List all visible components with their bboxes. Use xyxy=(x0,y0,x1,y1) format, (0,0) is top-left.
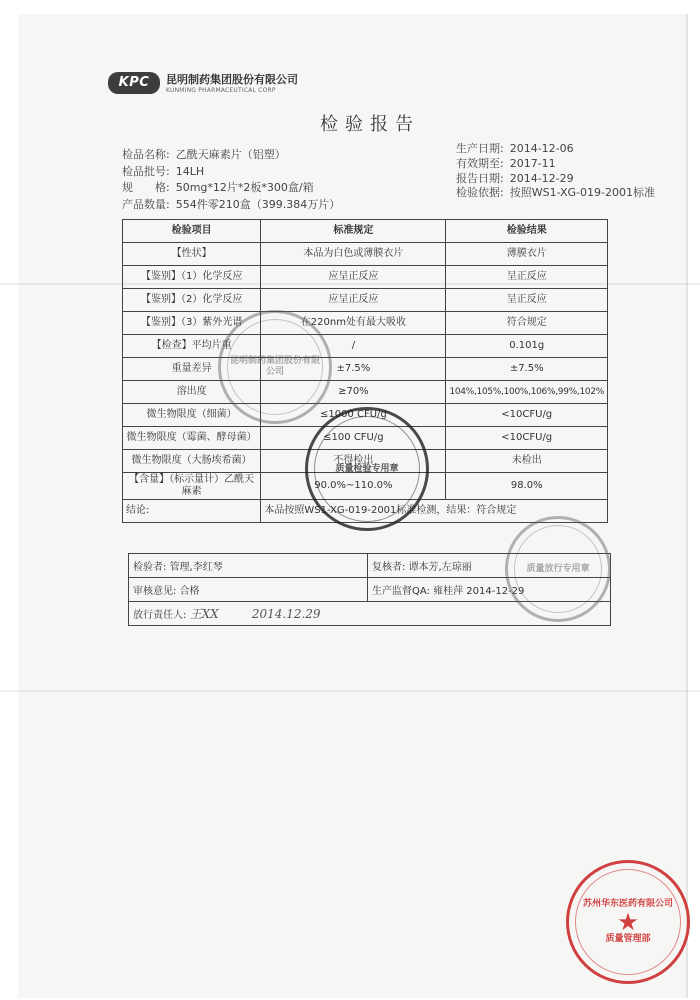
test-result: 未检出 xyxy=(446,450,608,473)
kpc-logo-icon: KPC xyxy=(108,72,160,94)
table-row xyxy=(123,243,608,266)
quantity-field: 产品数量: 554件零210盒（399.384万片） xyxy=(122,198,341,211)
test-result: 98.0% xyxy=(446,473,608,500)
test-standard: / xyxy=(261,335,446,358)
inspector-label: 检验者: xyxy=(133,562,167,573)
company-name-en: KUNMING PHARMACEUTICAL CORP xyxy=(166,87,276,94)
test-standard: 本品为白色或薄膜衣片 xyxy=(261,243,446,266)
test-result: 符合规定 xyxy=(446,312,608,335)
qa-value: 雍桂萍 xyxy=(433,586,464,597)
column-header: 检验项目 xyxy=(123,220,261,243)
test-item: 【含量】（标示量计）乙酰天麻素 xyxy=(123,473,261,500)
product-name-field: 检品名称: 乙酰天麻素片（铝塑） xyxy=(122,148,286,161)
test-standard: ≤100 CFU/g xyxy=(261,427,446,450)
table-row xyxy=(123,358,608,381)
test-result: 薄膜衣片 xyxy=(446,243,608,266)
inspector-cell xyxy=(129,554,368,578)
company-logo xyxy=(108,71,298,94)
column-header: 标准规定 xyxy=(261,220,446,243)
conclusion-label: 结论: xyxy=(123,500,261,523)
red-company-stamp: 苏州华东医药有限公司 ★ 质量管理部 xyxy=(566,860,690,984)
test-standard: ≥70% xyxy=(261,381,446,404)
qa-date: 2014-12-29 xyxy=(466,586,525,597)
expiry-date-field: 有效期至: 2017-11 xyxy=(456,157,556,170)
batch-no-field: 检品批号: 14LH xyxy=(122,165,205,178)
qa-label: 生产监督QA: xyxy=(372,586,430,597)
test-item: 【鉴别】（2）化学反应 xyxy=(123,289,261,312)
table-row xyxy=(123,289,608,312)
test-standard: ≤1000 CFU/g xyxy=(261,404,446,427)
test-item: 微生物限度（霉菌、酵母菌） xyxy=(123,427,261,450)
column-header: 检验结果 xyxy=(446,220,608,243)
opinion-value: 合格 xyxy=(179,586,200,597)
production-date-field: 生产日期: 2014-12-06 xyxy=(456,142,574,155)
test-item: 溶出度 xyxy=(123,381,261,404)
test-item: 微生物限度（大肠埃希菌） xyxy=(123,450,261,473)
table-row xyxy=(123,335,608,358)
release-signature: 王XX xyxy=(189,607,219,621)
table-header-row xyxy=(123,220,608,243)
test-standard: 90.0%~110.0% xyxy=(261,473,446,500)
release-label: 放行责任人: xyxy=(133,610,187,621)
test-result: 呈正反应 xyxy=(446,266,608,289)
test-result: <10CFU/g xyxy=(446,427,608,450)
test-standard: 在220nm处有最大吸收 xyxy=(261,312,446,335)
test-item: 【鉴别】（1）化学反应 xyxy=(123,266,261,289)
test-standard: ±7.5% xyxy=(261,358,446,381)
release-date: 2014.12.29 xyxy=(251,607,321,621)
table-row xyxy=(123,266,608,289)
reviewer-label: 复核者: xyxy=(372,562,406,573)
test-standard: 应呈正反应 xyxy=(261,289,446,312)
qc-stamp-dark: 质量检验专用章 xyxy=(305,407,429,531)
basis-field: 检验依据: 按照WS1-XG-019-2001标准 xyxy=(456,186,655,199)
star-icon: ★ xyxy=(617,908,639,936)
test-item: 重量差异 xyxy=(123,358,261,381)
report-title: 检验报告 xyxy=(320,114,420,135)
conclusion-text: 本品按照WS1-XG-019-2001标准检测，结果：符合规定 xyxy=(261,500,608,523)
reviewer-value: 谭本芳,左琼丽 xyxy=(408,562,472,573)
fold-line xyxy=(0,690,700,692)
test-item: 【性状】 xyxy=(123,243,261,266)
test-standard: 不得检出 xyxy=(261,450,446,473)
opinion-cell xyxy=(129,578,368,602)
test-result: 104%,105%,100%,106%,99%,102% xyxy=(446,381,608,404)
opinion-label: 审核意见: xyxy=(133,586,177,597)
inspector-value: 管理,李红琴 xyxy=(169,562,223,573)
report-date-field: 报告日期: 2014-12-29 xyxy=(456,172,574,185)
table-row xyxy=(123,312,608,335)
company-name-cn: 昆明制药集团股份有限公司 xyxy=(166,73,298,86)
test-standard: 应呈正反应 xyxy=(261,266,446,289)
spec-field: 规 格: 50mg*12片*2板*300盒/箱 xyxy=(122,181,314,194)
test-item: 微生物限度（细菌） xyxy=(123,404,261,427)
test-result: <10CFU/g xyxy=(446,404,608,427)
test-result: 呈正反应 xyxy=(446,289,608,312)
release-stamp-grey: 质量放行专用章 xyxy=(505,516,611,622)
test-result: ±7.5% xyxy=(446,358,608,381)
test-result: 0.101g xyxy=(446,335,608,358)
test-item: 【鉴别】（3）紫外光谱 xyxy=(123,312,261,335)
table-row xyxy=(123,381,608,404)
test-item: 【检查】平均片重 xyxy=(123,335,261,358)
company-stamp-grey: 昆明制药集团股份有限公司 xyxy=(218,310,332,424)
